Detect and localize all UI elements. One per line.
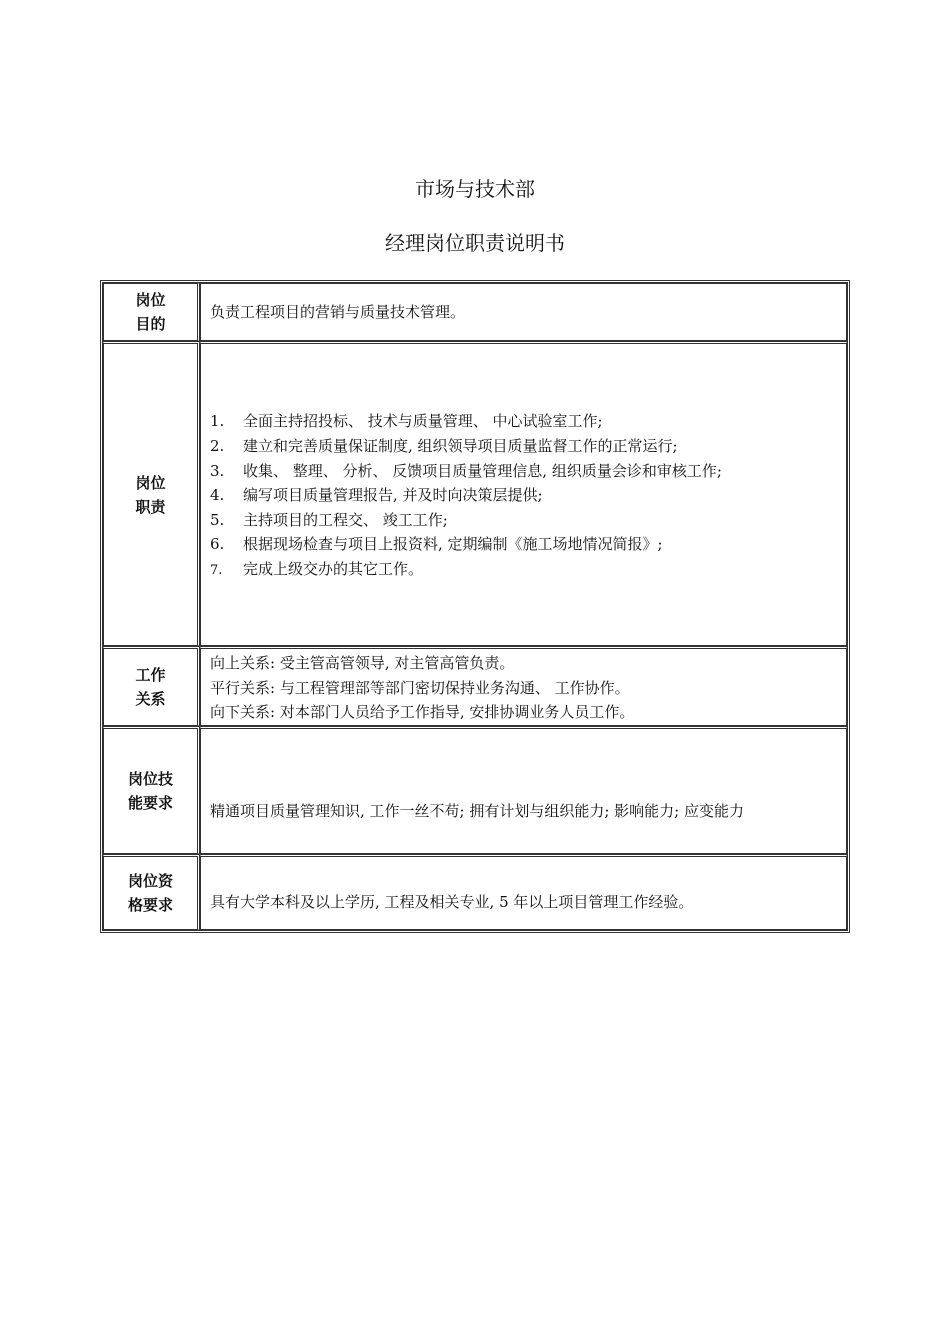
skills-text: 精通项目质量管理知识, 工作一丝不苟; 拥有计划与组织能力; 影响能力; 应变能力: [200, 726, 847, 854]
relations-label-line1: 工作: [135, 665, 166, 684]
list-item: [210, 557, 840, 584]
list-item-text: 全面主持招投标、 技术与质量管理、 中心试验室工作;: [243, 412, 603, 431]
skills-label: [103, 726, 200, 854]
qualifications-label: [103, 854, 200, 930]
qualifications-label-line2: 格要求: [127, 895, 173, 914]
list-item-text: 收集、 整理、 分析、 反馈项目质量管理信息, 组织质量会诊和审核工作;: [243, 461, 722, 480]
qualifications-label-line1: 岗位资: [127, 871, 173, 890]
qualifications-text: 具有大学本科及以上学历, 工程及相关专业, 5 年以上项目管理工作经验。: [200, 854, 847, 930]
duties-label-line1: 岗位: [135, 473, 166, 492]
purpose-label-line1: 岗位: [135, 291, 166, 309]
list-item-text: 建立和完善质量保证制度, 组织领导项目质量监督工作的正常运行;: [243, 437, 678, 456]
qualifications-row: [103, 854, 847, 930]
list-item: [210, 532, 840, 557]
relations-label-line2: 关系: [135, 689, 166, 708]
list-item-number: 6.: [210, 535, 225, 554]
purpose-text: 负责工程项目的营销与质量技术管理。: [200, 283, 847, 341]
relations-row: [103, 646, 847, 726]
list-item: [210, 508, 840, 533]
document-title: 经理岗位职责说明书: [385, 231, 565, 255]
list-item-text: 根据现场检查与项目上报资料, 定期编制《施工场地情况简报》;: [243, 535, 663, 554]
list-item-number: 2.: [210, 437, 225, 456]
list-item-number: 7.: [210, 562, 223, 578]
list-item-number: 4.: [210, 486, 225, 505]
list-item: [210, 409, 840, 434]
skills-label-line1: 岗位技: [127, 769, 173, 788]
relations-text: [200, 646, 847, 726]
list-item: [210, 483, 840, 508]
skills-row: [103, 726, 847, 854]
purpose-row: [103, 283, 847, 341]
job-description-table: [100, 280, 850, 933]
department-title: 市场与技术部: [415, 177, 535, 201]
relation-up: 向上关系: 受主管高管领导, 对主管高管负责。: [210, 654, 515, 672]
relation-down: 向下关系: 对本部门人员给予工作指导, 安排协调业务人员工作。: [210, 703, 635, 722]
purpose-label-line2: 目的: [135, 315, 166, 333]
list-item: [210, 434, 840, 459]
duties-label-line2: 职责: [135, 497, 166, 516]
relation-parallel: 平行关系: 与工程管理部等部门密切保持业务沟通、 工作协作。: [210, 678, 630, 697]
list-item: [210, 459, 840, 484]
duties-row: [103, 341, 847, 646]
list-item-number: 1.: [210, 412, 225, 431]
skills-label-line2: 能要求: [127, 793, 173, 812]
list-item-number: 5.: [210, 510, 225, 529]
relations-label: [103, 646, 200, 726]
list-item-number: 3.: [210, 461, 225, 480]
duties-list: [200, 341, 847, 646]
list-item-text: 编写项目质量管理报告, 并及时向决策层提供;: [243, 486, 543, 505]
duties-label: [103, 341, 200, 646]
list-item-text: 主持项目的工程交、 竣工工作;: [243, 510, 448, 529]
list-item-text: 完成上级交办的其它工作。: [243, 559, 424, 578]
purpose-label: [103, 283, 200, 341]
